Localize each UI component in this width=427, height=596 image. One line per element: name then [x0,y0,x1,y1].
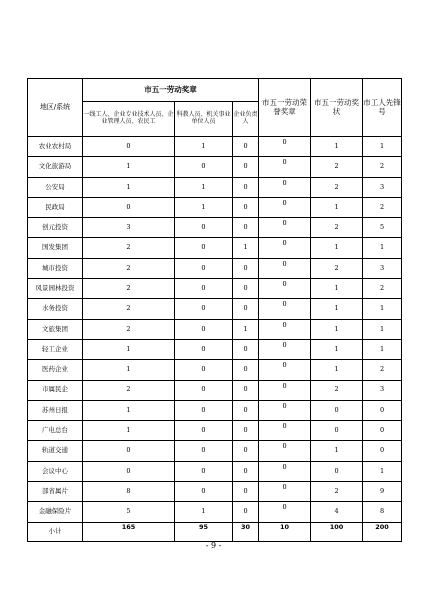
cell-workers: 2 [83,319,175,339]
cell-leaders: 0 [233,421,259,441]
table-row [28,461,402,481]
table-row [28,197,402,217]
cell-staff: 0 [175,279,233,299]
cell-workers: 1 [83,339,175,359]
cell-certificate: 1 [311,279,363,299]
table-row [28,421,402,441]
header-labor-certificate: 市五一劳动奖状 [311,79,363,137]
cell-name: 风景园林投资 [28,279,83,299]
cell-pioneer: 1 [363,319,402,339]
cell-name: 轨道交通 [28,441,83,461]
cell-certificate: 2 [311,258,363,278]
cell-pioneer: 1 [363,238,402,258]
table-row [28,319,402,339]
cell-staff: 1 [175,137,233,157]
cell-leaders: 1 [233,238,259,258]
cell-workers: 1 [83,360,175,380]
cell-pioneer: 3 [363,258,402,278]
cell-honor: 0 [259,258,311,278]
cell-staff: 1 [175,177,233,197]
cell-pioneer: 2 [363,360,402,380]
cell-honor: 0 [259,137,311,157]
cell-name: 广电总台 [28,421,83,441]
cell-workers: 8 [83,482,175,502]
cell-honor: 0 [259,299,311,319]
cell-workers: 2 [83,258,175,278]
cell-certificate: 4 [311,502,363,522]
table-row [28,441,402,461]
cell-workers: 2 [83,299,175,319]
cell-staff: 0 [175,441,233,461]
cell-name: 部省属片 [28,482,83,502]
cell-name: 苏州日报 [28,400,83,420]
cell-leaders: 0 [233,441,259,461]
cell-staff: 1 [175,197,233,217]
cell-leaders: 0 [233,197,259,217]
cell-name: 市属民企 [28,380,83,400]
cell-workers: 1 [83,421,175,441]
cell-pioneer: 5 [363,218,402,238]
cell-honor: 0 [259,421,311,441]
cell-leaders: 0 [233,258,259,278]
cell-workers: 2 [83,279,175,299]
cell-name: 公安局 [28,177,83,197]
cell-workers: 0 [83,461,175,481]
cell-pioneer: 1 [363,137,402,157]
cell-certificate: 2 [311,482,363,502]
cell-leaders: 0 [233,502,259,522]
table-row [28,157,402,177]
cell-honor: 0 [259,319,311,339]
cell-leaders: 1 [233,319,259,339]
cell-workers: 5 [83,502,175,522]
cell-workers: 1 [83,400,175,420]
table-row [28,279,402,299]
cell-leaders: 0 [233,177,259,197]
table-row [28,502,402,522]
total-label: 小计 [28,522,83,541]
cell-leaders: 0 [233,482,259,502]
header-labor-medal: 市五一劳动奖章 [83,79,259,102]
cell-certificate: 2 [311,218,363,238]
cell-pioneer: 2 [363,197,402,217]
total-pioneer: 200 [363,522,402,541]
cell-certificate: 1 [311,339,363,359]
cell-staff: 0 [175,157,233,177]
table-row [28,258,402,278]
cell-honor: 0 [259,482,311,502]
cell-name: 水务投资 [28,299,83,319]
total-staff: 95 [175,522,233,541]
cell-staff: 0 [175,238,233,258]
cell-honor: 0 [259,177,311,197]
cell-certificate: 1 [311,238,363,258]
cell-name: 轻工企业 [28,339,83,359]
total-leaders: 30 [233,522,259,541]
cell-staff: 0 [175,339,233,359]
cell-honor: 0 [259,441,311,461]
table-row [28,218,402,238]
cell-pioneer: 3 [363,380,402,400]
total-workers: 165 [83,522,175,541]
cell-certificate: 1 [311,137,363,157]
cell-workers: 2 [83,238,175,258]
cell-workers: 3 [83,218,175,238]
cell-name: 金融保险片 [28,502,83,522]
cell-name: 文化旅游局 [28,157,83,177]
cell-certificate: 1 [311,441,363,461]
cell-leaders: 0 [233,299,259,319]
table-row [28,339,402,359]
header-staff: 科教人员、机关事业单位人员 [175,102,233,137]
cell-pioneer: 2 [363,157,402,177]
cell-certificate: 0 [311,421,363,441]
cell-leaders: 0 [233,339,259,359]
cell-leaders: 0 [233,380,259,400]
cell-leaders: 0 [233,218,259,238]
total-certificate: 100 [311,522,363,541]
cell-certificate: 2 [311,177,363,197]
cell-leaders: 0 [233,157,259,177]
cell-pioneer: 0 [363,400,402,420]
page-number: - 9 - [205,541,222,550]
cell-workers: 2 [83,380,175,400]
cell-name: 国发集团 [28,238,83,258]
cell-pioneer: 9 [363,482,402,502]
cell-honor: 0 [259,339,311,359]
cell-leaders: 0 [233,400,259,420]
cell-honor: 0 [259,157,311,177]
cell-staff: 1 [175,502,233,522]
header-leaders: 企业负责人 [233,102,259,137]
table-row [28,137,402,157]
table-row [28,360,402,380]
cell-pioneer: 1 [363,339,402,359]
cell-leaders: 0 [233,360,259,380]
cell-staff: 0 [175,319,233,339]
cell-workers: 1 [83,177,175,197]
cell-staff: 0 [175,299,233,319]
cell-staff: 0 [175,461,233,481]
table-row [28,380,402,400]
cell-certificate: 1 [311,299,363,319]
table-row [28,238,402,258]
cell-pioneer: 1 [363,461,402,481]
cell-certificate: 1 [311,360,363,380]
cell-certificate: 0 [311,461,363,481]
cell-leaders: 0 [233,279,259,299]
cell-staff: 0 [175,360,233,380]
cell-staff: 0 [175,400,233,420]
cell-workers: 1 [83,157,175,177]
cell-workers: 0 [83,197,175,217]
table-row [28,299,402,319]
cell-pioneer: 1 [363,299,402,319]
cell-honor: 0 [259,400,311,420]
cell-name: 创元投资 [28,218,83,238]
cell-name: 农业农村局 [28,137,83,157]
table-row [28,177,402,197]
header-worker-pioneer: 市工人先锋号 [363,79,402,137]
cell-name: 城市投资 [28,258,83,278]
cell-certificate: 1 [311,319,363,339]
cell-name: 医药企业 [28,360,83,380]
table-row [28,482,402,502]
cell-pioneer: 3 [363,177,402,197]
cell-honor: 0 [259,218,311,238]
cell-workers: 0 [83,137,175,157]
cell-honor: 0 [259,461,311,481]
header-honor-medal: 市五一劳动荣誉奖章 [259,79,311,137]
cell-pioneer: 0 [363,441,402,461]
cell-pioneer: 8 [363,502,402,522]
cell-certificate: 1 [311,197,363,217]
cell-pioneer: 2 [363,279,402,299]
table-row-total [28,522,402,541]
cell-staff: 0 [175,258,233,278]
cell-name: 会议中心 [28,461,83,481]
cell-workers: 0 [83,441,175,461]
cell-honor: 0 [259,238,311,258]
cell-honor: 0 [259,279,311,299]
cell-pioneer: 0 [363,421,402,441]
table-body [28,137,402,523]
table-row [28,400,402,420]
total-honor: 10 [259,522,311,541]
cell-honor: 0 [259,380,311,400]
cell-honor: 0 [259,360,311,380]
header-region: 地区/系统 [28,79,83,137]
cell-staff: 0 [175,218,233,238]
cell-staff: 0 [175,380,233,400]
cell-leaders: 0 [233,137,259,157]
cell-name: 民政局 [28,197,83,217]
cell-honor: 0 [259,502,311,522]
cell-staff: 0 [175,421,233,441]
cell-certificate: 0 [311,400,363,420]
header-workers: 一线工人、企业专业技术人员、企业管理人员、农民工 [83,102,175,137]
cell-honor: 0 [259,197,311,217]
cell-leaders: 0 [233,461,259,481]
cell-name: 文旅集团 [28,319,83,339]
cell-certificate: 2 [311,157,363,177]
award-quota-table [27,78,402,542]
cell-staff: 0 [175,482,233,502]
cell-certificate: 2 [311,380,363,400]
